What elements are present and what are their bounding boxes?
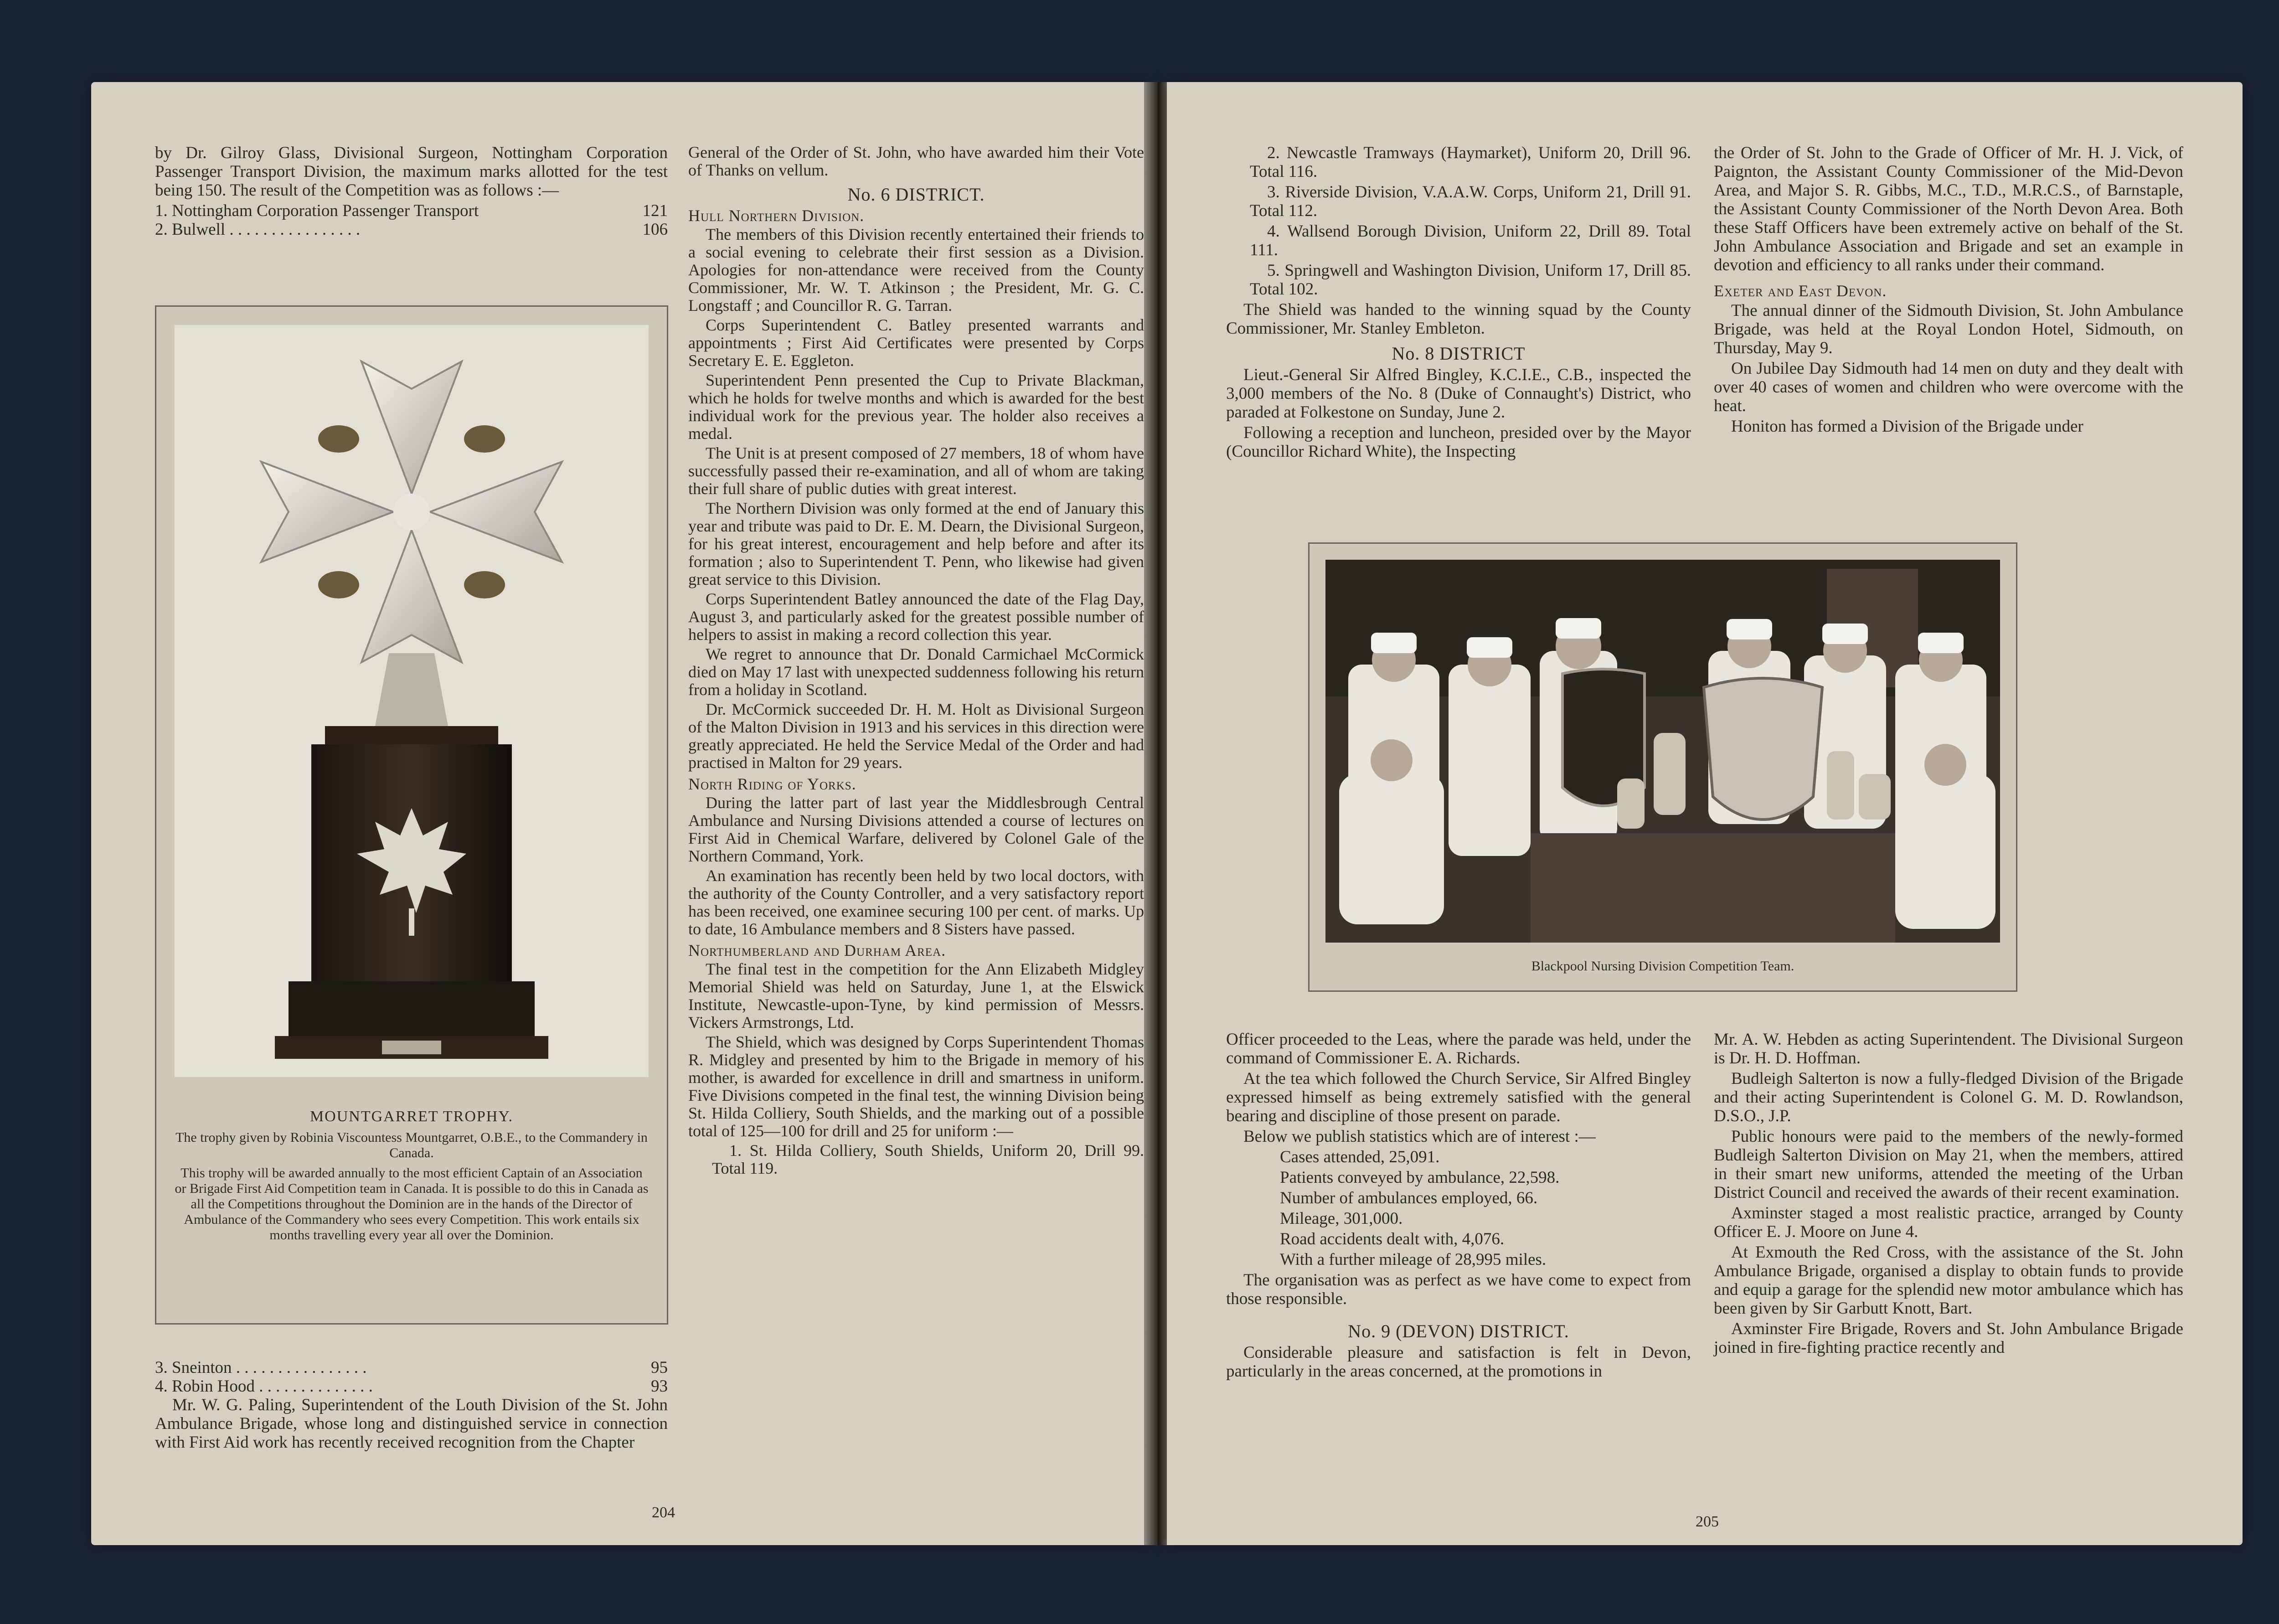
result-row: 3. Sneinton . . . . . . . . . . . . . . . . 95: [155, 1358, 668, 1377]
northumberland-paragraph: The Shield, which was designed by Corps Superintendent Thomas R. Midgley and presented by him to the Brigade in memory of his mother, is awarded for excellence in drill and smartness in uniform. Five Divisions competed in the final test, the winning Division being St. Hilda Colliery, South Shields, and the marking out of a possible total of 125—100 for drill and 25 for uniform :—: [688, 1033, 1144, 1140]
exeter-paragraph: Honiton has formed a Division of the Brigade under: [1731, 417, 2083, 436]
hull-paragraph: The Unit is at present composed of 27 members, 18 of whom have successfully passed their re-examination, and all of whom are taking their full share of public duties with great interest.: [688, 444, 1144, 498]
result-row: 1. Nottingham Corporation Passenger Transport 121: [155, 201, 668, 220]
hull-paragraph: The members of this Division recently entertained their friends to a social evening to celebrate their first session as a Division. Apologies for non-attendance were received from the County Commissioner, Mr. W. T. Atkinson ; the President, Mr. G. C. Longstaff ; and Councillor R. G. Tarran.: [688, 225, 1144, 314]
magazine-spread: [91, 82, 2243, 1545]
trophy-caption: [175, 1109, 649, 1243]
no9-paragraph: Considerable pleasure and satisfaction is felt in Devon, particularly in the areas concerned, at the promotions in: [1226, 1343, 1691, 1381]
northumberland-subheading: Northumberland and Durham Area.: [688, 941, 946, 959]
north-riding-subheading: North Riding of Yorks.: [688, 775, 856, 793]
no8-paragraph: Lieut.-General Sir Alfred Bingley, K.C.I.E., C.B., inspected the 3,000 members of the No. 8 (Duke of Connaught's) District, who paraded at Folkestone on Sunday, June 2.: [1226, 366, 1691, 422]
page-number-right: 205: [1696, 1513, 1719, 1530]
intro-paragraph: by Dr. Gilroy Glass, Divisional Surgeon, Nottingham Corporation Passenger Transport Division, the maximum marks allotted for the test being 150. The result of the Competition was as follows :—: [155, 144, 668, 200]
organisation-paragraph: The organisation was as perfect as we have come to expect from those responsible.: [1226, 1271, 1691, 1308]
northumberland-paragraph: The final test in the competition for the Ann Elizabeth Midgley Memorial Shield was held on Saturday, June 1, at the Elswick Institute, Newcastle-upon-Tyne, by kind permission of Messrs. Vickers Armstrongs, Ltd.: [688, 960, 1144, 1031]
north-riding-paragraph: During the latter part of last year the Middlesbrough Central Ambulance and Nursing Divisions attended a course of lectures on First Aid in Chemical Warfare, delivered by Colonel Gale of the Northern Command, York.: [688, 794, 1144, 865]
trophy-photo: [175, 325, 649, 1077]
no9-district-heading: No. 9 (DEVON) DISTRICT.: [1348, 1321, 1569, 1341]
stat-item: Patients conveyed by ambulance, 22,598.: [1280, 1168, 1560, 1187]
shield-handed-paragraph: The Shield was handed to the winning squad by the County Commissioner, Mr. Stanley Embleton.: [1226, 300, 1691, 338]
result-row: 4. Robin Hood . . . . . . . . . . . . . . 93: [155, 1377, 668, 1396]
no8-district-heading: No. 8 DISTRICT: [1392, 343, 1526, 364]
maltese-cross-trophy-image: [175, 325, 649, 1077]
blackpool-team-photo: [1325, 560, 2000, 943]
hull-subheading: Hull Northern Division.: [688, 206, 865, 225]
stat-item: With a further mileage of 28,995 miles.: [1280, 1250, 1547, 1269]
stat-item: Road accidents dealt with, 4,076.: [1280, 1230, 1505, 1248]
photo-caption: Blackpool Nursing Division Competition Team.: [1531, 959, 1794, 974]
nursing-team-image: [1325, 560, 2000, 943]
shield-result-item: 4. Wallsend Borough Division, Uniform 22, Drill 89. Total 111.: [1250, 222, 1691, 259]
right-page: [1167, 82, 2243, 1545]
right-column-1-bottom: Officer proceeded to the Leas, where the parade was held, under the command of Commissioner E. A. Richards. At the tea which followed the Church Service, Sir Alfred Bingley expressed himself as being extremely satisfied with the general bearing and discipline of those present on parade. Below we publish statistics which are of interest :— Cases attended, 25,091. Patients conveyed by ambulance, 22,598. Number of ambulances employed, 66. Mileage, 301,000. Road accidents dealt with, 4,076. With a further mileage of 28,995 miles. The organisation was as perfect as we have come to expect from those responsible. No. 9 (DEVON) DISTRICT. Considerable pleasure and satisfaction is felt in Devon, particularly in the areas concerned, at the promotions in: [1226, 1030, 1691, 1381]
left-page: [91, 82, 1149, 1545]
hull-paragraph: Superintendent Penn presented the Cup to Private Blackman, which he holds for twelve months and which is awarded for the best individual work for the previous year. The holder also receives a medal.: [688, 371, 1144, 443]
result-row: 2. Bulwell . . . . . . . . . . . . . . . . 106: [155, 220, 668, 239]
exeter-subheading: Exeter and East Devon.: [1714, 282, 1887, 300]
trophy-caption-line: The trophy given by Robinia Viscountess Mountgarret, O.B.E., to the Commandery in Canada.: [175, 1130, 648, 1160]
north-riding-paragraph: An examination has recently been held by two local doctors, with the authority of the County Controller, and a very satisfactory report has been received, one examinee securing 100 per cent. of marks. Up to date, 16 Ambulance members and 8 Sisters have passed.: [688, 866, 1144, 938]
blackpool-photo-figure: [1308, 542, 2017, 992]
paling-paragraph: Mr. W. G. Paling, Superintendent of the Louth Division of the St. John Ambulance Brigade, whose long and distinguished service in connection with First Aid work has recently received recognition from the Chapter: [155, 1396, 668, 1452]
hull-paragraph: The Northern Division was only formed at the end of January this year and tribute was paid to Dr. E. M. Dearn, the Divisional Surgeon, for his great interest, encouragement and help before and after its formation ; also to Superintendent T. Penn, who likewise had given great service to this Division.: [688, 499, 1144, 588]
hull-paragraph: Corps Superintendent C. Batley presented warrants and appointments ; First Aid Certificates were presented by Corps Secretary E. E. Eggleton.: [688, 316, 1144, 370]
stat-item: Mileage, 301,000.: [1280, 1209, 1403, 1228]
shield-result-item: 1. St. Hilda Colliery, South Shields, Uniform 20, Drill 99. Total 119.: [712, 1141, 1144, 1177]
left-column-1-bottom: [155, 1358, 668, 1454]
exeter-paragraph: The annual dinner of the Sidmouth Division, St. John Ambulance Brigade, was held at the Royal London Hotel, Sidmouth, on Thursday, May 9.: [1714, 301, 2183, 357]
page-number-left: 204: [652, 1504, 675, 1521]
left-column-2: General of the Order of St. John, who have awarded him their Vote of Thanks on vellum. No. 6 DISTRICT. Hull Northern Division. The members of this Division recently entertained their friends to a social evening to celebrate their first session as a Division. Apologies for non-attendance were received from the County Commissioner, Mr. W. T. Atkinson ; the President, Mr. G. C. Longstaff ; and Councillor R. G. Tarran. Corps Superintendent C. Batley presented warrants and appointments ; First Aid Certificates were presented by Corps Secretary E. E. Eggleton. Superintendent Penn presented the Cup to Private Blackman, which he holds for twelve months and which is awarded for the best individual work for the previous year. The holder also receives a medal. The Unit is at present composed of 27 members, 18 of whom have successfully passed their re-examination, and all of whom are taking their full share of public duties with great interest. The Northern Division was only formed at the end of January this year and tribute was paid to Dr. E. M. Dearn, the Divisional Surgeon, for his great interest, encouragement and help before and after its formation ; also to Superintendent T. Penn, who likewise had given great service to this Division. Corps Superintendent Batley announced the date of the Flag Day, August 3, and particularly asked for the greatest possible number of helpers to assist in making a record collection this year. We regret to announce that Dr. Donald Carmichael McCormick died on May 17 last with unexpected suddenness following his return from a holiday in Scotland. Dr. McCormick succeeded Dr. H. M. Holt as Divisional Surgeon of the Malton Division in 1913 and his services in this direction were greatly appreciated. He held the Service Medal of the Order and had practised in Malton for 29 years. North Riding of Yorks. During the latter part of last year the Middlesbrough Central Ambulance and Nursing Divisions attended a course of lectures on First Aid in Chemical Warfare, delivered by Colonel Gale of the Northern Command, York. An examination has recently been held by two local doctors, with the authority of the County Controller, and a very satisfactory report has been received, one examinee securing 100 per cent. of marks. Up to date, 16 Ambulance members and 8 Sisters have passed. Northumberland and Durham Area. The final test in the competition for the Ann Elizabeth Midgley Memorial Shield was held on Saturday, June 1, at the Elswick Institute, Newcastle-upon-Tyne, by kind permission of Messrs. Vickers Armstrongs, Ltd. The Shield, which was designed by Corps Superintendent Thomas R. Midgley and presented by him to the Brigade in memory of his mother, is awarded for excellence in drill and smartness in uniform. Five Divisions competed in the final test, the winning Division being St. Hilda Colliery, South Shields, and the marking out of a possible total of 125—100 for drill and 25 for uniform :— 1. St. Hilda Colliery, South Shields, Uniform 20, Drill 99. Total 119.: [688, 143, 1144, 1177]
stat-item: Cases attended, 25,091.: [1280, 1148, 1440, 1166]
trophy-caption-body: This trophy will be awarded annually to the most efficient Captain of an Association or Brigade First Aid Competition team in Canada. It is possible to do this in Canada as all the Competitions throughout the Dominion are in the hands of the Director of Ambulance of the Commandery who sees every Competition. This work entails six months travelling every year all over the Dominion.: [175, 1165, 649, 1242]
trophy-title: MOUNTGARRET TROPHY.: [309, 1108, 514, 1125]
right-column-1-top: [1226, 144, 1691, 463]
hull-paragraph: We regret to announce that Dr. Donald Carmichael McCormick died on May 17 last with unexpected suddenness following his return from a holiday in Scotland.: [688, 645, 1144, 699]
trophy-figure: [155, 305, 668, 1325]
shield-result-item: 3. Riverside Division, V.A.A.W. Corps, Uniform 21, Drill 91. Total 112.: [1250, 183, 1691, 220]
hull-paragraph: Dr. McCormick succeeded Dr. H. M. Holt as Divisional Surgeon of the Malton Division in 1913 and his services in this direction were greatly appreciated. He held the Service Medal of the Order and had practised in Malton for 29 years.: [688, 700, 1144, 772]
left-column-1: [155, 144, 668, 239]
hull-paragraph: Corps Superintendent Batley announced the date of the Flag Day, August 3, and particularly asked for the greatest possible number of helpers to assist in making a record collection this year.: [688, 590, 1144, 644]
exeter-paragraph: On Jubilee Day Sidmouth had 14 men on duty and they dealt with over 40 cases of women and children who were overcome with the heat.: [1714, 359, 2183, 415]
no8-paragraph: Following a reception and luncheon, presided over by the Mayor (Councillor Richard White), the Inspecting: [1226, 423, 1691, 461]
right-column-2-bottom: Mr. A. W. Hebden as acting Superintendent. The Divisional Surgeon is Dr. H. D. Hoffman. Budleigh Salterton is now a fully-fledged Division of the Brigade and their acting Superintendent is Colonel G. M. D. Rowlandson, D.S.O., J.P. Public honours were paid to the members of the newly-formed Budleigh Salterton Division on May 21, when the members, attired in their smart new uniforms, attended the meeting of the Urban District Council and received the awards of their recent examination. Axminster staged a most realistic practice, arranged by County Officer E. J. Moore on June 4. At Exmouth the Red Cross, with the assistance of the St. John Ambulance Brigade, organised a display to obtain funds to provide and equip a garage for the splendid new motor ambulance which has been given by Sir Garbutt Knott, Bart. Axminster Fire Brigade, Rovers and St. John Ambulance Brigade joined in fire-fighting practice recently and: [1714, 1030, 2183, 1357]
right-column-2-top: the Order of St. John to the Grade of Officer of Mr. H. J. Vick, of Paignton, the Assistant County Commissioner of the Mid-Devon Area, and Major S. R. Gibbs, M.C., T.D., M.R.C.S., of Barnstaple, the Assistant County Commissioner of the North Devon Area. Both these Staff Officers have been extremely active on behalf of the St. John Ambulance Association and Brigade and set an example in devotion and efficiency to all ranks under their command. Exeter and East Devon. The annual dinner of the Sidmouth Division, St. John Ambulance Brigade, was held at the Royal London Hotel, Sidmouth, on Thursday, May 9. On Jubilee Day Sidmouth had 14 men on duty and they dealt with over 40 cases of women and children who were overcome with the heat. Honiton has formed a Division of the Brigade under: [1714, 144, 2183, 436]
no6-district-heading: No. 6 DISTRICT.: [847, 184, 985, 205]
stat-item: Number of ambulances employed, 66.: [1280, 1189, 1538, 1207]
shield-result-item: 2. Newcastle Tramways (Haymarket), Uniform 20, Drill 96. Total 116.: [1250, 144, 1691, 181]
shield-result-item: 5. Springwell and Washington Division, Uniform 17, Drill 85. Total 102.: [1250, 261, 1691, 299]
